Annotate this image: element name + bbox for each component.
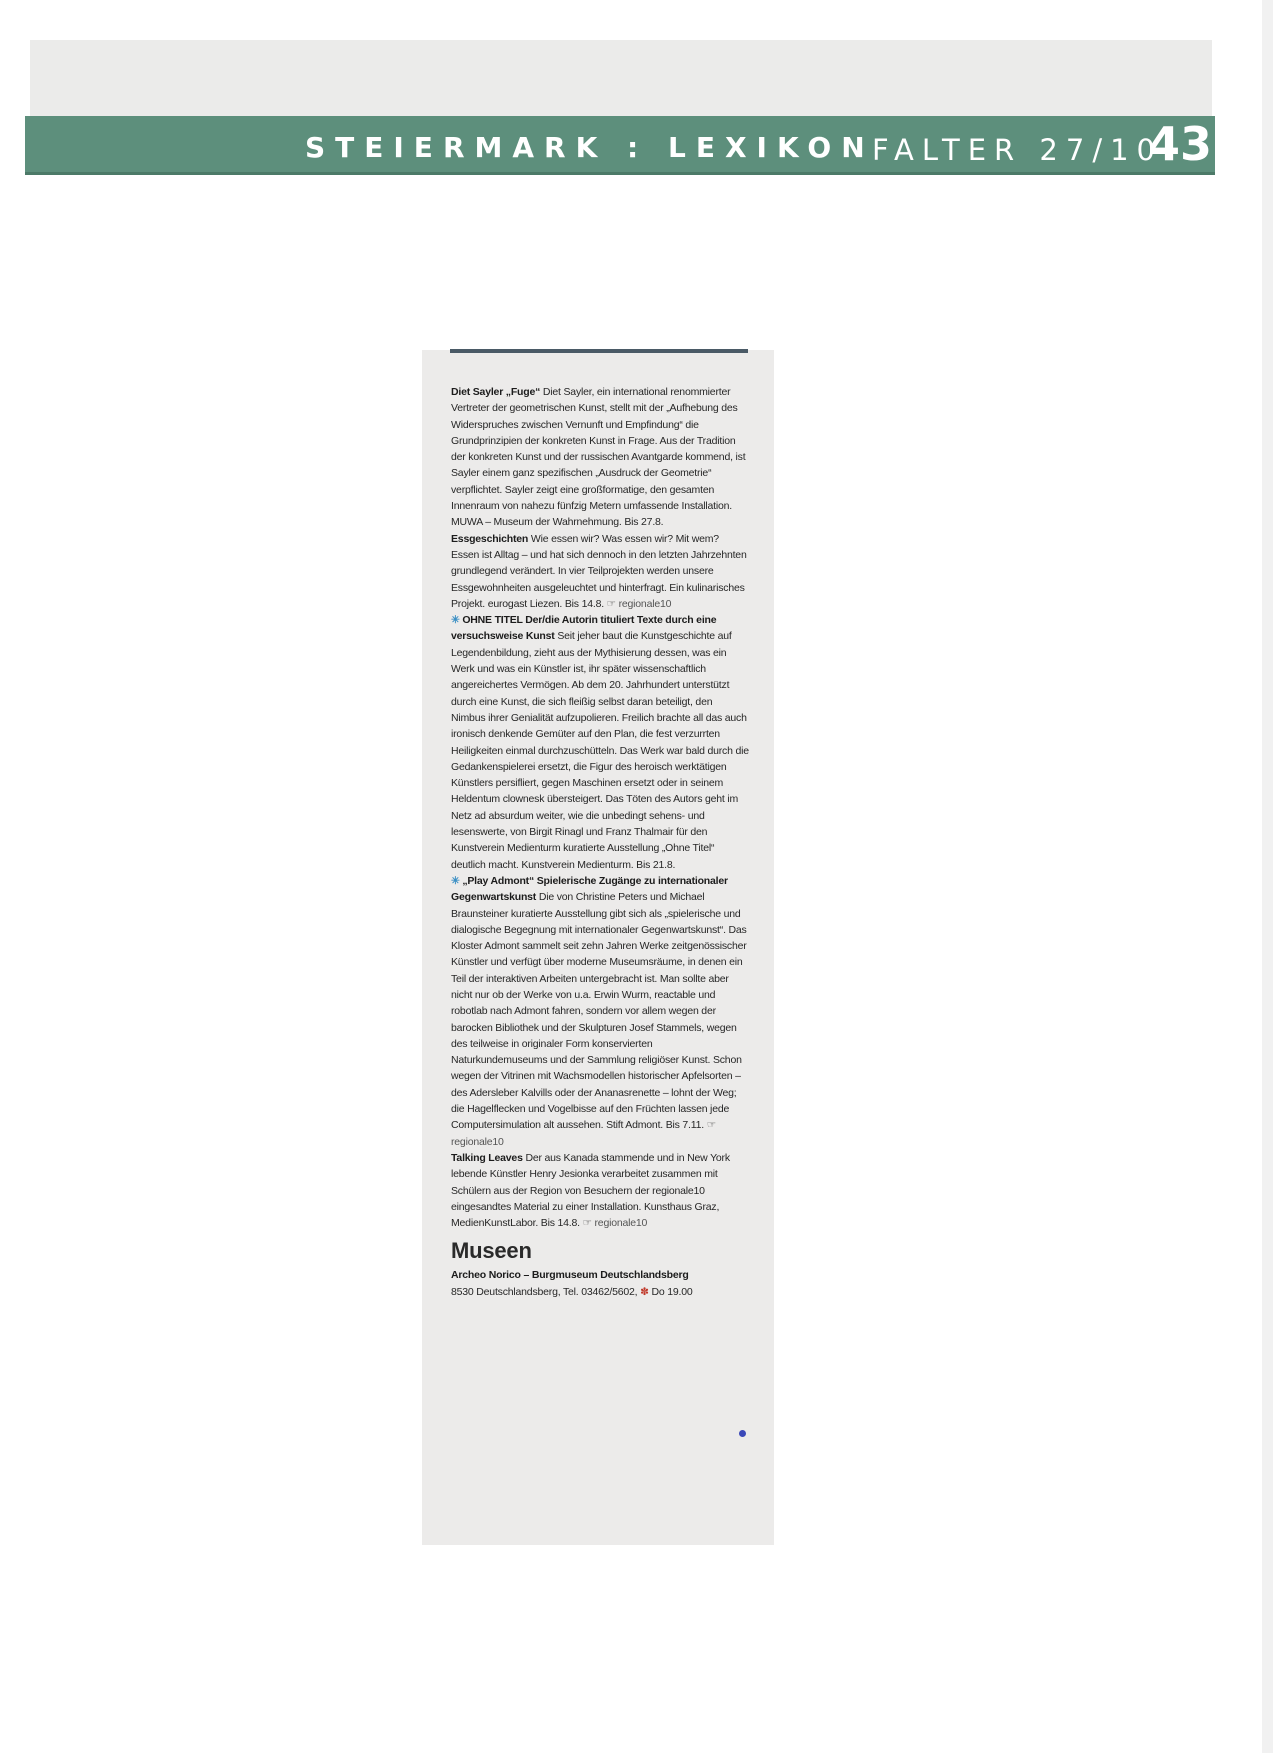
entry-title: OHNE TITEL Der/die Autorin tituliert Texte durch eine versuchsweise Kunst <box>451 614 717 643</box>
issue-label: FALTER 27/10 <box>872 133 1163 167</box>
column-top-rule <box>450 349 748 353</box>
entry-title: Essgeschichten <box>451 532 529 545</box>
entry-title: „Play Admont“ Spielerische Zugänge zu internationaler Gegenwartskunst <box>451 874 728 904</box>
regionale-reference: ☞ regionale10 <box>582 1217 648 1230</box>
entry-body: Seit jeher baut die Kunstgeschichte auf Legendenbildung, zieht aus der Mythisierung dessen, was ein Werk und was ein Künstler ist, ihr später wissenschaftlich angereichertes Vermögen. Ab dem 20. Jahrhundert unterstützt durch eine Kunst, die sich fleißig selbst daran beteiligt, den Nimbus ihrer Genialität aufzupolieren. Freilich brachte all das auch ironisch denkende Gemüter auf den Plan, die fest verzurrten Heiligkeiten einmal durchzuschütteln. Das Werk war bald durch die Gedankenspielerei ersetzt, die Figur des heroisch werktätigen Künstlers persifliert, gegen Maschinen ersetzt oder in seinem Heldentum clownesk übersteigert. Das Töten des Autors geht im Netz ad absurdum weiter, wie die unbedingt sehens- und lesenswerte, von Birgit Rinagl und Franz Thalmair für den Kunstverein Medienturm kuratierte Ausstellung „Ohne Titel“ deutlich macht. Kunstverein Medienturm. Bis 21.8. <box>451 630 749 871</box>
entry-diet-sayler <box>451 384 749 531</box>
entry-title: Talking Leaves <box>451 1151 523 1164</box>
scan-edge <box>1262 0 1273 1753</box>
page-number: 43 <box>1148 117 1213 171</box>
article-column <box>451 384 749 1300</box>
highlight-star-icon: ✳ <box>451 874 460 887</box>
entry-title: Diet Sayler „Fuge“ <box>451 386 541 398</box>
entry-body: Der aus Kanada stammende und in New York lebende Künstler Henry Jesionka verarbeitet zusammen mit Schülern aus der Region von Besuchern der regionale10 eingesandtes Material zu einer Installation. Kunsthaus Graz, MedienKunstLabor. Bis 14.8. <box>451 1151 730 1230</box>
ink-dot <box>739 1430 746 1437</box>
flower-icon: ✽ <box>640 1285 649 1298</box>
entry-essgeschichten <box>451 531 749 612</box>
entry-talking-leaves <box>451 1150 749 1231</box>
entry-body: Wie essen wir? Was essen wir? Mit wem? Essen ist Alltag – und hat sich dennoch in den letzten Jahrzehnten grundlegend verändert. In vier Teilprojekten werden unsere Essgewohnheiten ausgeleuchtet und hinterfragt. Ein kulinarisches Projekt. eurogast Liezen. Bis 14.8. <box>451 532 747 610</box>
museum-address: 8530 Deutschlandsberg, Tel. 03462/5602, <box>451 1285 638 1298</box>
entry-body: Die von Christine Peters und Michael Braunsteiner kuratierte Ausstellung gibt sich als „spielerische und dialogische Begegnung mit internationaler Gegenwartskunst“. Das Kloster Admont sammelt seit zehn Jahren Werke zeitgenössischer Künstler und verfügt über moderne Museumsräume, in denen ein Teil der interaktiven Arbeiten untergebracht ist. Man sollte aber nicht nur ob der Werke von u.a. Erwin Wurm, reactable und robotlab nach Admont fahren, sondern vor allem wegen der barocken Bibliothek und der Skulpturen Josef Stammels, wegen des teilweise in originaler Form konservierten Naturkundemuseums und der Sammlung religiöser Kunst. Schon wegen der Vitrinen mit Wachsmodellen historischer Apfelsorten – des Adersleber Kalvills oder der Ananasrenette – lohnt der Weg; die Hagelflecken und Vogelbisse auf den Früchten lassen jede Computersimulation alt aussehen. Stift Admont. Bis 7.11. <box>451 891 747 1132</box>
museum-name: Archeo Norico – Burgmuseum Deutschlandsberg <box>451 1269 689 1282</box>
museum-hours: Do 19.00 <box>651 1285 693 1298</box>
entry-ohne-titel <box>451 612 749 873</box>
entry-play-admont <box>451 873 749 1150</box>
section-title: STEIERMARK : LEXIKON <box>305 131 875 164</box>
scan-background-strip <box>30 40 1212 120</box>
museum-entry <box>451 1267 749 1300</box>
museums-heading: Museen <box>451 1238 532 1264</box>
regionale-reference: ☞ regionale10 <box>451 1119 716 1148</box>
entry-body: Diet Sayler, ein international renommierter Vertreter der geometrischen Kunst, stellt mit der „Aufhebung des Widerspruches zwischen Vernunft und Empfindung“ die Grundprinzipien der konkreten Kunst in Frage. Aus der Tradition der konkreten Kunst und der russischen Avantgarde kommend, ist Sayler einem ganz spezifischen „Ausdruck der Geometrie“ verpflichtet. Sayler zeigt eine großformatige, den gesamten Innenraum von nahezu fünfzig Metern umfassende Installation. MUWA – Museum der Wahrnehmung. Bis 27.8. <box>451 386 746 529</box>
header-rule <box>25 172 1215 175</box>
regionale-reference: ☞ regionale10 <box>606 597 672 610</box>
highlight-star-icon: ✳ <box>451 614 460 627</box>
